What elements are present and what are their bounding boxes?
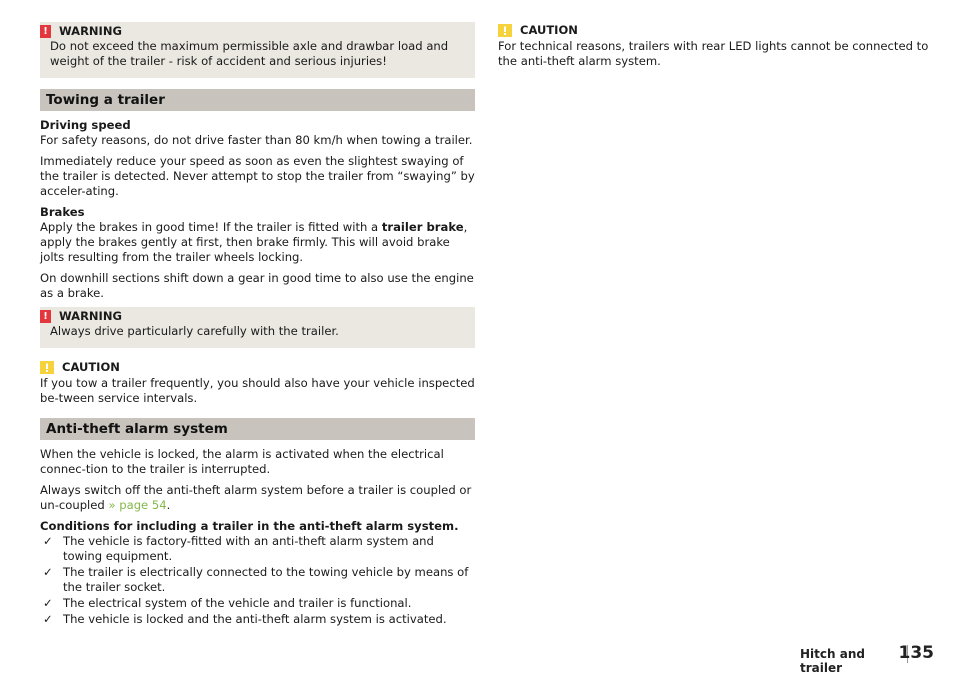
section-heading-towing: Towing a trailer: [40, 89, 475, 111]
caution-title: CAUTION: [520, 23, 578, 37]
page-number: 135: [898, 643, 934, 663]
condition-text: The vehicle is factory-fitted with an anti-theft alarm system and towing equipment.: [63, 534, 434, 563]
caution-header: [498, 22, 938, 38]
paragraph-alarm-switch: [40, 483, 475, 513]
caution-triangle-icon: [40, 361, 54, 374]
exclamation-icon: !: [40, 25, 51, 38]
condition-text: The vehicle is locked and the anti-theft alarm system is activated.: [63, 612, 447, 626]
condition-text: The electrical system of the vehicle and trailer is functional.: [63, 596, 412, 610]
brakes-text-start: Apply the brakes in good time! If the trailer is fitted with a: [40, 220, 382, 234]
checkmark-icon: ✓: [43, 565, 53, 579]
paragraph-downhill: On downhill sections shift down a gear in good time to also use the engine as a brake.: [40, 271, 474, 300]
subheading-driving-speed: Driving speed: [40, 118, 131, 132]
page-reference-link[interactable]: » page 54: [108, 498, 167, 512]
list-item: [40, 534, 475, 564]
switch-text-end: .: [166, 498, 171, 512]
caution-header: [40, 359, 475, 375]
paragraph-brakes: [40, 220, 475, 265]
conditions-list: [40, 534, 475, 627]
brakes-text-end: , apply the brakes gently at first, then brake firmly. This will avoid brake jolts resulting from the trailer wheels locking.: [40, 220, 468, 264]
condition-text: The trailer is electrically connected to the towing vehicle by means of the trailer socket.: [63, 565, 469, 594]
warning-box-axle-load: [40, 22, 475, 78]
warning-text: Do not exceed the maximum permissible axle and drawbar load and weight of the trailer - risk of accident and serious injuries!: [50, 39, 449, 68]
paragraph-swaying: Immediately reduce your speed as soon as even the slightest swaying of the trailer is detected. Never attempt to stop the trailer from “swaying” by acceler-ating.: [40, 154, 475, 198]
warning-header: [40, 23, 465, 39]
list-item: [40, 565, 475, 595]
warning-header: [40, 308, 465, 324]
right-column: [498, 22, 938, 69]
warning-box-drive-carefully: [40, 307, 475, 348]
caution-title: CAUTION: [62, 360, 120, 374]
checkmark-icon: ✓: [43, 596, 53, 610]
exclamation-icon: !: [40, 310, 51, 323]
switch-text: Always switch off the anti-theft alarm system before a trailer is coupled or un-coupled: [40, 483, 472, 512]
checkmark-icon: ✓: [43, 534, 53, 548]
paragraph-alarm-intro: When the vehicle is locked, the alarm is activated when the electrical connec-tion to the trailer is interrupted.: [40, 447, 444, 476]
warning-text: Always drive particularly carefully with the trailer.: [50, 324, 339, 338]
warning-title: WARNING: [59, 309, 122, 323]
caution-text: If you tow a trailer frequently, you should also have your vehicle inspected be-tween service intervals.: [40, 376, 475, 405]
caution-triangle-icon: [498, 24, 512, 37]
subheading-brakes: Brakes: [40, 205, 85, 219]
paragraph-driving-speed: For safety reasons, do not drive faster than 80 km/h when towing a trailer.: [40, 133, 473, 147]
page-footer: [800, 643, 940, 675]
checkmark-icon: ✓: [43, 612, 53, 626]
left-column: [40, 22, 475, 628]
warning-title: WARNING: [59, 24, 122, 38]
brakes-text-bold: trailer brake: [381, 220, 464, 234]
list-item: [40, 612, 475, 627]
caution-text: For technical reasons, trailers with rear LED lights cannot be connected to the anti-theft alarm system.: [498, 39, 929, 68]
section-heading-alarm: Anti-theft alarm system: [40, 418, 475, 440]
subheading-conditions: Conditions for including a trailer in the anti-theft alarm system.: [40, 519, 459, 533]
list-item: [40, 596, 475, 611]
footer-chapter-label: Hitch and trailer: [800, 647, 865, 675]
